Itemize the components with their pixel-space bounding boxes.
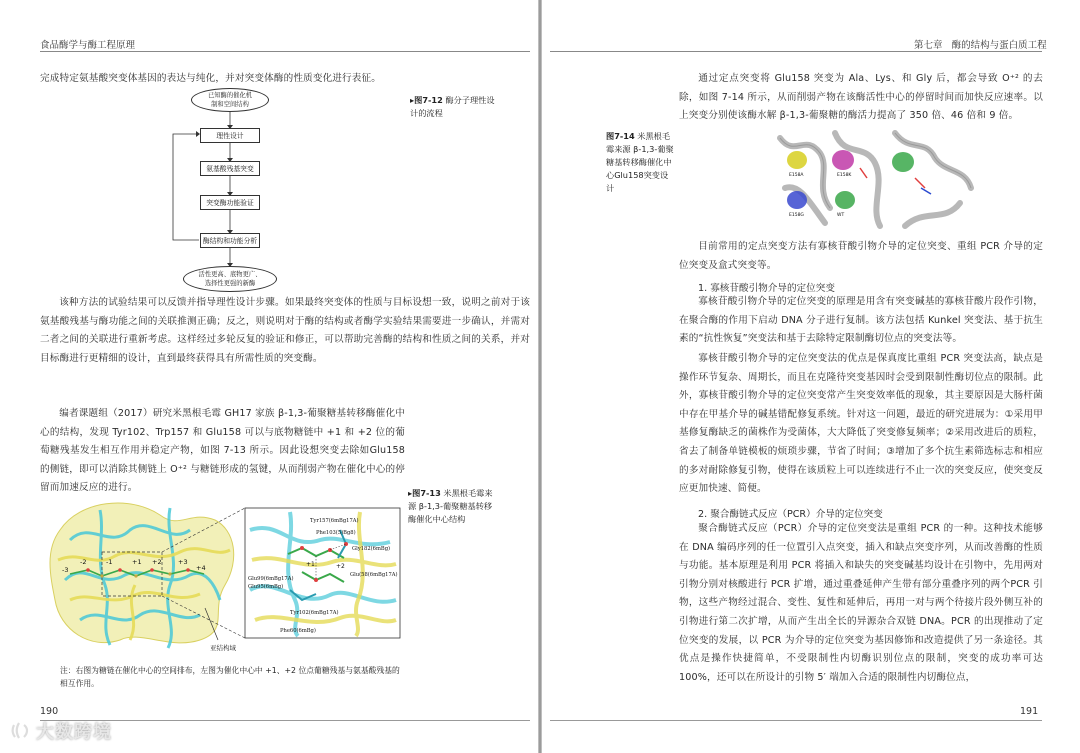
paragraph-1: 通过定点突变将 Glu158 突变为 Ala、Lys、和 Gly 后，都会导致 O⁺² 的去除，如图 7-14 所示，从而削弱产物在该酶活性中心的停留时间而加快反应速率。以上突变分别使该酶水解 β-1,3-葡聚糖的酶活力提高了 350 倍、46 倍和 9 倍。 xyxy=(679,73,1043,122)
mutant-label: E158K xyxy=(837,173,852,178)
paragraph-2: 编者课题组（2017）研究米黑根毛霉 GH17 家族 β-1,3-葡聚糖基转移酶催化中心的结构，发现 Tyr102、Trp157 和 Glu158 可以与底物糖链中 +1 和 +2 位的葡萄糖残基发生相互作用并稳定产物，如图 7-13 所示。因此设想突变去除如Glu158 的侧链，即可以消除其侧链上 O⁺² 与糖链形成的氢键，从而削弱产物在催化中心的停留而加速反应的进行。 xyxy=(40,408,405,494)
site-label: -2 xyxy=(80,558,87,566)
running-head: 食品酶学与酶工程原理 xyxy=(40,40,136,51)
mutant-label: WT xyxy=(837,213,845,218)
flowchart-7-12 xyxy=(165,88,425,293)
site-label: +1 xyxy=(132,558,142,566)
fig13-note: 注：右图为糖链在催化中心的空间排布，左图为催化中心中 +1、+2 位点葡糖残基与氨基酸残基的相互作用。 xyxy=(60,666,400,688)
svg-text:+2: +2 xyxy=(336,563,345,570)
flowchart-step-1: 理性设计 xyxy=(200,128,260,143)
watermark-text: 大数跨境 xyxy=(36,722,112,743)
flowchart-start: 已知酶的催化机制和空间结构 xyxy=(191,88,269,112)
fig14-caption xyxy=(606,130,674,195)
fig14-text: 米黑根毛霉来源 β-1,3-葡聚糖基转移酶催化中心Glu158突变设计 xyxy=(606,131,674,193)
fig14-protein-structure xyxy=(775,128,975,230)
chapter-number: 第七章 xyxy=(914,40,943,51)
fig13-left-panel xyxy=(50,503,237,652)
fig14-image xyxy=(775,128,975,230)
subdomain-label: 亚结构域 xyxy=(210,644,236,652)
page-number: 190 xyxy=(40,706,59,717)
fig13-image xyxy=(40,490,403,658)
site-label: -1 xyxy=(106,558,113,566)
paragraph-3: 寡核苷酸引物介导的定位突变的原理是用含有突变碱基的寡核苷酸片段作引物，在聚合酶的作用下启动 DNA 分子进行复制。该方法包括 Kunkel 突变法、基于抗生素的“抗性恢复”突变法和基于去除特定限制酶切位点的突变法等。 xyxy=(679,296,1043,345)
subheading-1: 1. 寡核苷酸引物介导的定位突变 xyxy=(698,283,835,294)
fig12-caption: ▸图7-12 酶分子理性设计的流程 xyxy=(410,95,495,118)
paragraph-5: 聚合酶链式反应（PCR）介导的定位突变法是重组 PCR 的一种。这种技术能够在 DNA 编码序列的任一位置引入点突变，插入和缺点突变序列，从而改善酶的性质与功能。基本原理是利用 PCR 将插入和缺失的突变碱基均设计在引物中，先用两对引物分别对核酸进行 PCR 扩增，通过重叠延伸产生带有部分重叠序列的两个PCR 引物，这些产物经过混合、变性、复性和延伸后，再用一对与两个待接片段外侧互补的引物进行第二次扩增，从而产生出全长的异源杂合双链 DNA。PCR 的出现推动了定位突变的发展，以 PCR 为介导的定位突变为基因修饰和改造提供了另一条途径。其优点是操作快捷简单，不受限制性内切酶识别位点的限制，突变的成功率可达 100%，还可以在所设计的引物 5′ 端加入合适的限制性内切酶位点， xyxy=(679,523,1043,683)
right-page xyxy=(542,0,1080,753)
residue-label: Phe60(6mBg) xyxy=(280,628,316,634)
residue-label: Glu99(6mBg17A) xyxy=(248,576,294,582)
fig13-caption: ▸图7-13 米黑根毛霉来源 β-1,3-葡聚糖基转移酶催化中心结构 xyxy=(408,488,493,524)
header-rule xyxy=(40,51,530,52)
fig14-number: 图7-14 xyxy=(606,131,635,141)
flowchart-connectors xyxy=(165,88,425,293)
flowchart-step-3: 突变酶功能验证 xyxy=(200,195,260,210)
running-head-chapter xyxy=(914,37,1047,51)
chapter-title: 酶的结构与蛋白质工程 xyxy=(951,40,1047,51)
mutant-label: E158A xyxy=(789,173,804,178)
footer-rule xyxy=(550,720,1042,721)
subheading-2: 2. 聚合酶链式反应（PCR）介导的定位突变 xyxy=(698,509,883,520)
residue-label: Tyr102(6mBg17A) xyxy=(290,610,339,616)
header-rule xyxy=(550,51,1042,52)
fig12-number: 图7-12 xyxy=(414,95,443,105)
flowchart-step-4: 酶结构和功能分析 xyxy=(200,233,260,248)
fig13-number: 图7-13 xyxy=(412,488,441,498)
flowchart-end: 活性更高、底物更广、选择性更强的新酶 xyxy=(183,266,277,292)
site-label: +2 xyxy=(152,558,162,566)
residue-label: Tyr157(6mBg17A) xyxy=(310,518,359,524)
residue-label: Glu95(6mBg) xyxy=(248,584,284,590)
flowchart-step-2: 氨基酸残基突变 xyxy=(200,161,260,176)
paragraph-1: 该种方法的试验结果可以反馈并指导理性设计步骤。如果最终突变体的性质与目标设想一致，说明之前对于该氨基酸残基与酶功能之间的关联推测正确；反之，则说明对于酶的结构或者酶学实验结果需要进一步确认，并需对二者之间的关联进行重新考虑。这样经过多轮反复的验证和修正，可以帮助完善酶的结构和性质之间的关系，并对目标酶进行更精细的设计，直到最终获得具有所需性质的突变酶。 xyxy=(40,297,530,364)
intro-line: 完成特定氨基酸突变体基因的表达与纯化，并对突变体酶的性质变化进行表征。 xyxy=(40,73,382,84)
fig13-protein-structure xyxy=(40,490,403,658)
site-label: +4 xyxy=(196,564,206,572)
residue-label: Phe103(5)Bg8) xyxy=(316,530,356,536)
svg-text:+1: +1 xyxy=(306,561,315,568)
residue-label: Gly182(6mBg) xyxy=(352,546,391,552)
site-label: -3 xyxy=(62,566,69,574)
footer-rule xyxy=(40,720,530,721)
watermark-logo-icon xyxy=(10,719,32,741)
left-page xyxy=(0,0,538,753)
page-number: 191 xyxy=(1020,706,1039,717)
residue-label: Glu(58(6mBg17A) xyxy=(350,572,398,578)
paragraph-2: 目前常用的定点突变方法有寡核苷酸引物介导的定位突变、重组 PCR 介导的定位突变及盒式突变等。 xyxy=(679,241,1043,271)
mutant-label: E158G xyxy=(789,213,804,218)
fig12-text: 酶分子理性设计的流程 xyxy=(410,95,495,118)
fig13-text: 米黑根毛霉来源 β-1,3-葡聚糖基转移酶催化中心结构 xyxy=(408,488,493,524)
fig13-right-panel xyxy=(245,508,400,638)
site-label: +3 xyxy=(178,558,188,566)
paragraph-4: 寡核苷酸引物介导的定位突变法的优点是保真度比重组 PCR 突变法高，缺点是操作环节复杂、周期长，而且在克隆待突变基因时会受到限制性酶切位点的限制。此外，寡核苷酸引物介导的定位突变常产生突变效率低的现象，其主要原因是大肠杆菌中存在甲基介导的碱基错配修复系统。针对这一问题，最近的研究进展为：①采用甲基修复酶缺乏的菌株作为受菌体，大大降低了突变修复频率；②采用改进后的质粒，省去了制备单链模板的烦琐步骤，节省了时间；③增加了多个抗生素筛选标志和相应的多对耐除修复引物，使得在该质粒上可以连续进行不止一次的突变反应，使突变反应更加快速、简便。 xyxy=(679,353,1043,495)
